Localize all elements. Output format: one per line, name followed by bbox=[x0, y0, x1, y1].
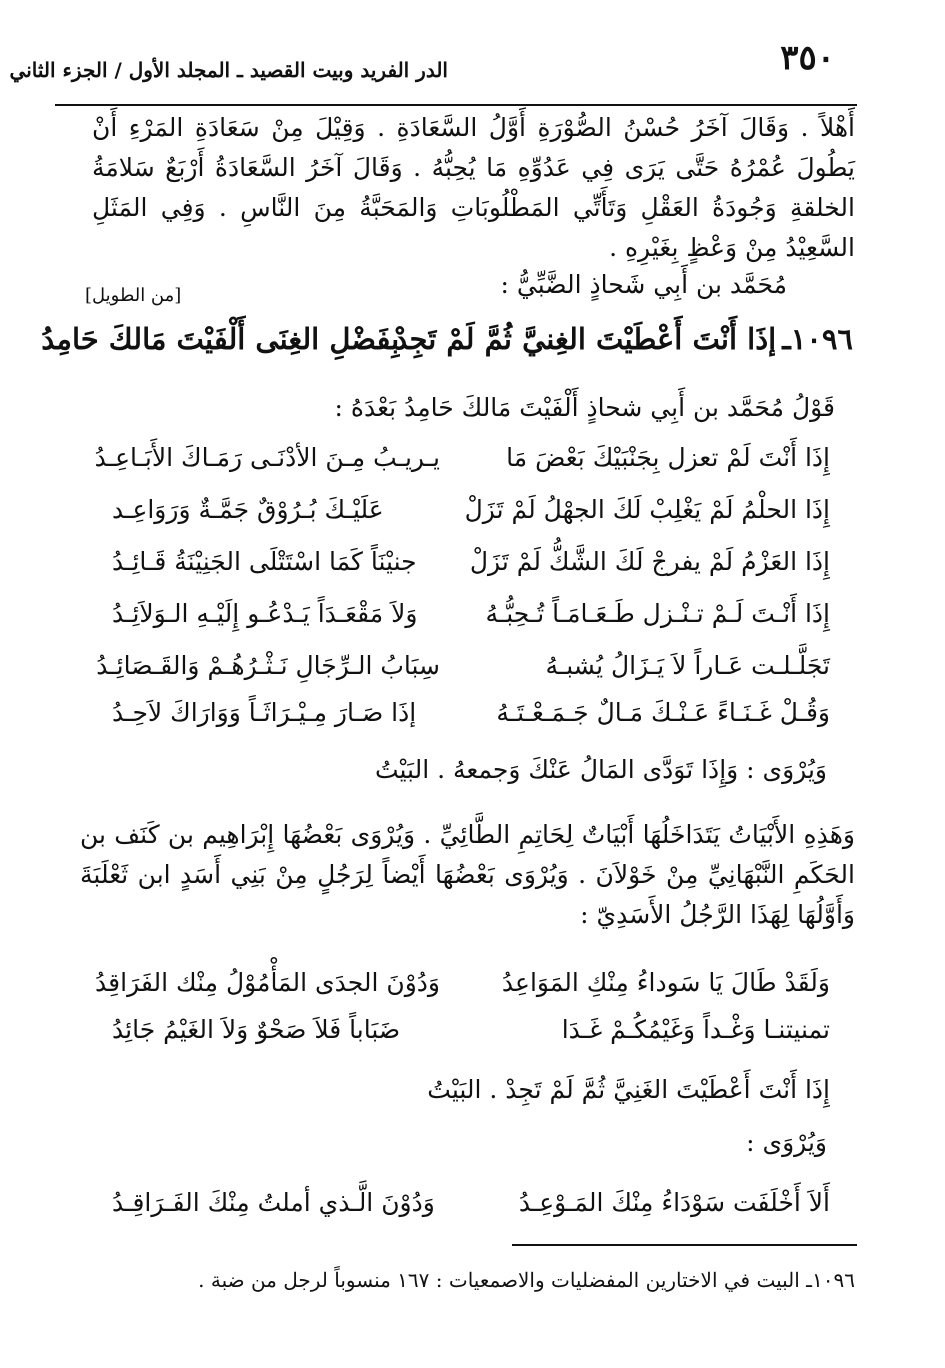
verse-number: ١٠٩٦ـ bbox=[782, 322, 853, 356]
poet-attribution: مُحَمَّد بن أَبِي شَحاذٍ الضَّبِّيُّ : bbox=[500, 270, 787, 299]
footnote: ١٠٩٦ـ البيت في الاختارين المفضليات والاصمعيات : ١٦٧ منسوباً لرجل من ضبة . bbox=[198, 1268, 855, 1292]
verse-second-hemistich: يـريـبُ مِـنَ الأدْنَـى رَمَـاكَ الأَبَـاعِـدُ bbox=[94, 443, 440, 472]
quote-intro: قَوْلُ مُحَمَّد بن أَبِي شحاذٍ أَلْفَيْتَ مَالكَ حَامِدُ بَعْدَهُ : bbox=[334, 393, 835, 422]
poem-verse bbox=[94, 443, 830, 472]
commentary-paragraph: وَهَذِهِ الأَبْيَاتُ يَتَدَاخَلُهَا أَبْيَاتٌ لِحَاتِمِ الطَّائِيِّ . وَيُرْوَى بَعْضُهَا إِبْرَاهِيم بن كَنَف بن الحَكَمِ النَّبْهَانِيِّ مِنْ خَوْلاَنَ . وَيُرْوَى بَعْضُهَا أَيْضاً لِرَجُلٍ مِنْ بَنِي أَسَدٍ ابن ثَعْلَبَةَ وَأَوَّلُهَا لِهَذَا الرَّجُلُ الأَسَدِيّ : bbox=[80, 820, 855, 929]
poem-verse bbox=[95, 968, 830, 997]
verse-first-hemistich: أَلاَ أَخْلَفَت سَوْدَاءُ مِنْكَ المَـوْعِـدُ bbox=[518, 1188, 830, 1217]
verse-first-hemistich: وَقُـلْ غَـنَـاءً عَـنْـكَ مَـالٌ جَـمَـعْـتَـهُ bbox=[496, 698, 830, 727]
verse-first-hemistich: إذَا أَنْتَ أَعْطَيْتَ الغِنيَّ ثُمَّ لَمْ تَجِدْ bbox=[394, 322, 777, 356]
running-title: الدر الفريد وبيت القصيد ـ المجلد الأول / الجزء الثاني bbox=[9, 58, 448, 82]
page-number: ٣٥٠ bbox=[780, 38, 835, 78]
verse-second-hemistich: إذَا صَـارَ مِـيْـرَاثَـاً وَوَارَاكَ لاَحِـدُ bbox=[112, 698, 417, 727]
verse-first-hemistich: تَجَلَّـلـت عَـاراً لاَ يَـزَالُ يُشبـهُ bbox=[545, 651, 830, 680]
poem-verse bbox=[112, 547, 830, 576]
verse-second-hemistich: وَلاَ مَقْعَـدَاً يَـدْعُـو إِلَيْـهِ الـوَلاَئِـدُ bbox=[112, 599, 418, 628]
footnote-rule bbox=[512, 1244, 857, 1246]
poem-verse bbox=[112, 599, 830, 628]
verse-second-hemistich: بِفَضْلِ الغِنَى أَلْفَيْتَ مَالكَ حَامِدُ bbox=[41, 322, 400, 356]
verse-second-hemistich: سِبَابُ الـرِّجَالِ نَـثْـرُهُـمْ وَالقَـصَائِـدُ bbox=[96, 651, 440, 680]
poem-verse bbox=[112, 495, 830, 524]
poem-verse bbox=[112, 698, 830, 727]
poem-verse bbox=[112, 1015, 830, 1044]
verse-first-hemistich: وَلَقَدْ طَالَ يَا سَوداءُ مِنْكِ المَوَاعِدُ bbox=[501, 968, 830, 997]
verse-second-hemistich: ضَبَاباً فَلاَ صَحْوٌ وَلاَ الغَيْمُ جَائِدُ bbox=[112, 1015, 401, 1044]
verse-second-hemistich: عَلَيْـكَ بُـرُوْقٌ جَمَّـةٌ وَرَوَاعِـد bbox=[112, 495, 384, 524]
verse-first-hemistich: إِذَا أَنْتَ لَمْ تعزل بِجَنْبَيْكَ بَعْضَ مَا bbox=[506, 443, 830, 472]
verse-first-hemistich: إِذَا أَنْـتَ لَـمْ تـنْـزل طَـعَـامَـاً تُـحِبُّـهُ bbox=[485, 599, 830, 628]
variant-reading: وَيُرْوَى : وَإِذَا تَوَدَّى المَالُ عَنْكَ وَجمعهُ . البَيْتُ bbox=[374, 755, 827, 784]
single-verse-line: إِذَا أَنْتَ أَعْطَيْتَ الغَنِيَّ ثُمَّ لَمْ تَجِدْ . البَيْتُ bbox=[427, 1075, 830, 1104]
verse-second-hemistich: وَدُوْنَ الجدَى المَأْمُوْلُ مِنْك الفَرَاقِدُ bbox=[95, 968, 440, 997]
numbered-verse bbox=[41, 322, 853, 356]
header-rule bbox=[55, 104, 857, 106]
verse-second-hemistich: جنيْنَاً كَمَا اسْتَتْلَى الجَنِيْنَةُ قَـائِـدُ bbox=[112, 547, 417, 576]
meter-label: [من الطويل] bbox=[85, 285, 182, 306]
intro-paragraph: أَهْلاً . وَقَالَ آخَرُ حُسْنُ الصُّوْرَةِ أَوَّلُ السَّعَادَةِ . وَقِيْلَ مِنْ سَعَادَةِ المَرْءِ أَنْ يَطُولَ عُمْرُهُ حَتَّى يَرَى فِي عَدُوِّهِ مَا يُحِبُّهُ . وَقَالَ آخَرُ السَّعَادَةُ أَرْبَعٌ سَلامَةُ الخلقةِ وَجُودَةُ العَقْلِ وَتَأَتِّي المَطْلُوبَاتِ وَالمَحَبَّةُ مِنَ النَّاسِ . وَفِي المَثَلِ السَّعِيْدُ مِنْ وَعْظٍ بِغَيْرِهِ . bbox=[92, 113, 855, 262]
verse-first-hemistich: تمنيتنـا وَغْـداً وَغَيْمُكُـمْ غَـدَا bbox=[561, 1015, 830, 1044]
verse-first-hemistich: إِذَا العَزْمُ لَمْ يفرجْ لَكَ الشَّكُّ لَمْ تَزَلْ bbox=[469, 547, 830, 576]
verse-first-hemistich: إِذَا الحلْمُ لَمْ يَغْلِبْ لَكَ الجهْلُ لَمْ تَزَلْ bbox=[464, 495, 830, 524]
variant-label: وَيُرْوَى : bbox=[746, 1128, 827, 1157]
poem-verse bbox=[112, 1188, 830, 1217]
poem-verse bbox=[96, 651, 830, 680]
verse-second-hemistich: وَدُوْنَ الَّـذي أملتُ مِنْكَ الفَـرَاقِـدُ bbox=[112, 1188, 435, 1217]
